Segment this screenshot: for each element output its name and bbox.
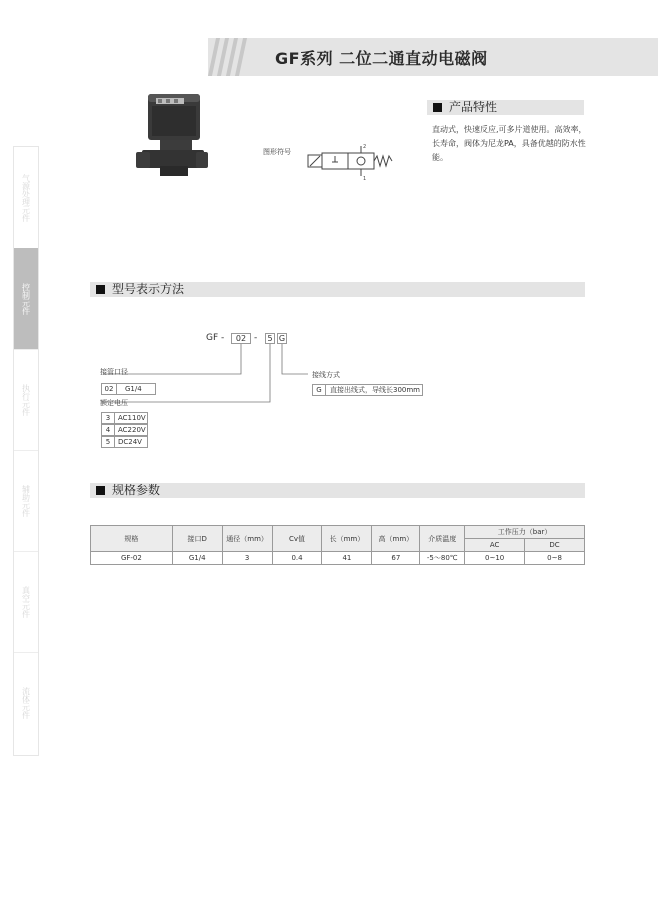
spec-col-header: 规格	[91, 526, 173, 552]
model-size-box: 02	[231, 333, 251, 344]
conn-code: G	[312, 384, 326, 396]
tab-label: 执行元件	[21, 383, 31, 416]
spec-subcol-header: AC	[465, 539, 525, 552]
tab-label: 控制元件	[21, 282, 31, 315]
tab-label: 真空元件	[21, 585, 31, 618]
port-top-label: 2	[363, 144, 367, 150]
banner-stripes	[208, 38, 252, 76]
product-image	[136, 88, 216, 183]
symbol-label: 图形符号	[263, 148, 291, 156]
tab-air-source[interactable]	[14, 147, 38, 249]
spec-header	[90, 483, 585, 498]
valve-symbol-icon	[302, 140, 398, 182]
bore-label: 接管口径	[100, 368, 128, 376]
spec-cell: 67	[372, 552, 420, 565]
conn-value: 直接出线式，导线长300mm	[325, 384, 423, 396]
side-tab-bar	[13, 146, 39, 756]
bore-code: 02	[101, 383, 117, 395]
tab-auxiliary[interactable]	[14, 450, 38, 552]
features-header	[427, 100, 584, 115]
spec-subcol-header: DC	[525, 539, 585, 552]
spec-col-header: 介质温度	[420, 526, 465, 552]
model-header	[90, 282, 585, 297]
tab-label: 辅助元件	[21, 484, 31, 517]
model-connector-lines	[95, 344, 395, 410]
tab-vacuum[interactable]	[14, 551, 38, 653]
spec-col-header: 接口D	[172, 526, 222, 552]
model-voltage-box: 5	[265, 333, 275, 344]
model-code	[206, 333, 224, 343]
spec-col-header: 长（mm）	[322, 526, 372, 552]
spec-col-header: 工作压力（bar）	[465, 526, 585, 539]
spec-header-row	[91, 526, 585, 539]
features-text: 直动式，快速反应,可多片道使用。高效率，长寿命，阀体为尼龙PA，具备优越的防水性能。	[432, 125, 587, 162]
spec-cell: 3	[222, 552, 272, 565]
model-sep: -	[254, 333, 258, 343]
spec-heading: 规格参数	[112, 483, 161, 497]
spec-cell: -5～80℃	[420, 552, 465, 565]
voltage-label: 额定电压	[100, 399, 128, 407]
features-heading: 产品特性	[449, 100, 498, 114]
bullet-square	[433, 103, 442, 112]
table-row	[91, 552, 585, 565]
bullet-square	[96, 486, 105, 495]
model-heading: 型号表示方法	[112, 282, 185, 296]
spec-cell: 41	[322, 552, 372, 565]
spec-cell: 0.4	[272, 552, 322, 565]
tab-actuator[interactable]	[14, 349, 38, 451]
conn-label: 接线方式	[312, 371, 340, 379]
spec-cell: 0~10	[465, 552, 525, 565]
bullet-square	[96, 285, 105, 294]
model-prefix: GF -	[206, 333, 225, 343]
spec-cell: GF-02	[91, 552, 173, 565]
page-title: GF系列 二位二通直动电磁阀	[275, 49, 488, 68]
port-bottom-label: 1	[363, 176, 367, 182]
tab-control[interactable]	[14, 248, 38, 350]
tab-fluid[interactable]	[14, 652, 38, 753]
bore-value: G1/4	[116, 383, 156, 395]
spec-col-header: 通径（mm）	[222, 526, 272, 552]
voltage-code: 3	[101, 412, 115, 424]
spec-cell: 0~8	[525, 552, 585, 565]
voltage-value: AC220V	[114, 424, 148, 436]
spec-col-header: Cv值	[272, 526, 322, 552]
spec-table	[90, 525, 585, 565]
voltage-code: 4	[101, 424, 115, 436]
spec-col-header: 高（mm）	[372, 526, 420, 552]
tab-label: 气源处理元件	[21, 173, 31, 222]
voltage-value: DC24V	[114, 436, 148, 448]
spec-cell: G1/4	[172, 552, 222, 565]
tab-label: 流体元件	[21, 686, 31, 719]
model-conn-box: G	[278, 334, 286, 343]
voltage-value: AC110V	[114, 412, 148, 424]
voltage-code: 5	[101, 436, 115, 448]
